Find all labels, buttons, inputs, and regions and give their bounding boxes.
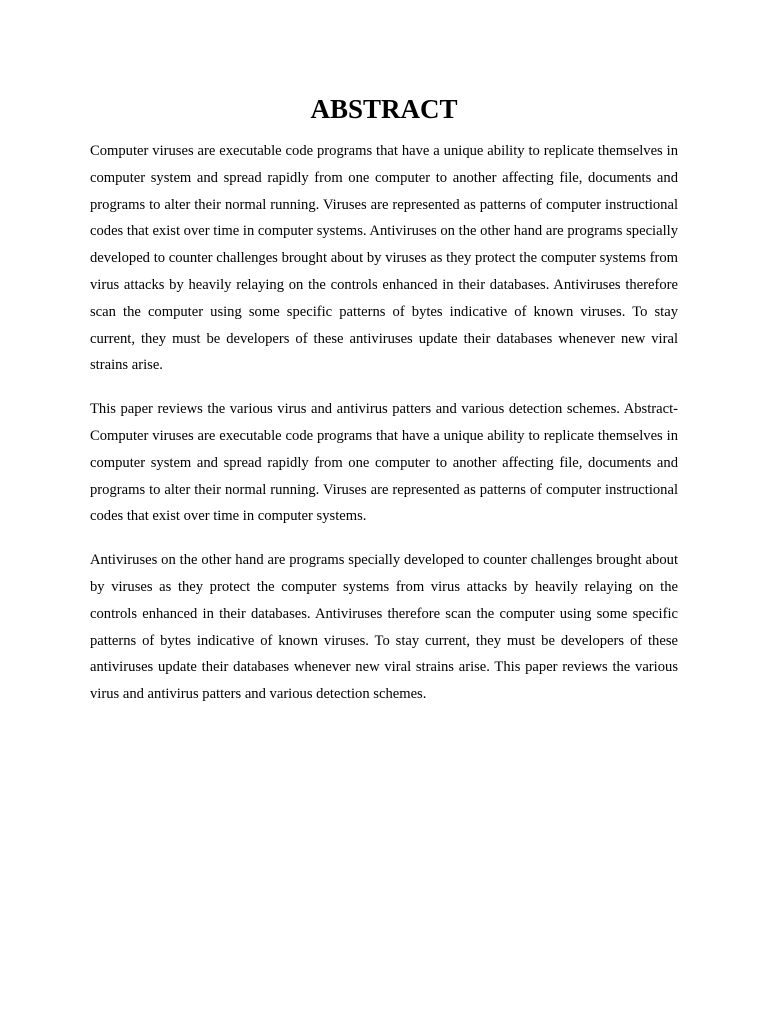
abstract-paragraph-2: This paper reviews the various virus and antivirus patters and various detection schemes. Abstract-Computer viruses are executable code programs that have a unique ability to replicate themselves in computer system and spread rapidly from one computer to another affecting file, documents and programs to alter their normal running. Viruses are represented as patterns of computer instructional codes that exist over time in computer systems. (90, 401, 678, 525)
abstract-paragraph-1: Computer viruses are executable code programs that have a unique ability to replicate themselves in computer system and spread rapidly from one computer to another affecting file, documents and programs to alter their normal running. Viruses are represented as patterns of computer instructional codes that exist over time in computer systems. Antiviruses on the other hand are programs specially developed to counter challenges brought about by viruses as they protect the computer systems from virus attacks by heavily relaying on the controls enhanced in their databases. Antiviruses therefore scan the computer using some specific patterns of bytes indicative of known viruses. To stay current, they must be developers of these antiviruses update their databases whenever new viral strains arise. (90, 143, 678, 374)
abstract-body (90, 138, 678, 708)
abstract-paragraph-3: Antiviruses on the other hand are programs specially developed to counter challenges brought about by viruses as they protect the computer systems from virus attacks by heavily relaying on the controls enhanced in their databases. Antiviruses therefore scan the computer using some specific patterns of bytes indicative of known viruses. To stay current, they must be developers of these antiviruses update their databases whenever new viral strains arise. This paper reviews the various virus and antivirus patters and various detection schemes. (90, 552, 678, 703)
abstract-heading: ABSTRACT (310, 94, 458, 124)
